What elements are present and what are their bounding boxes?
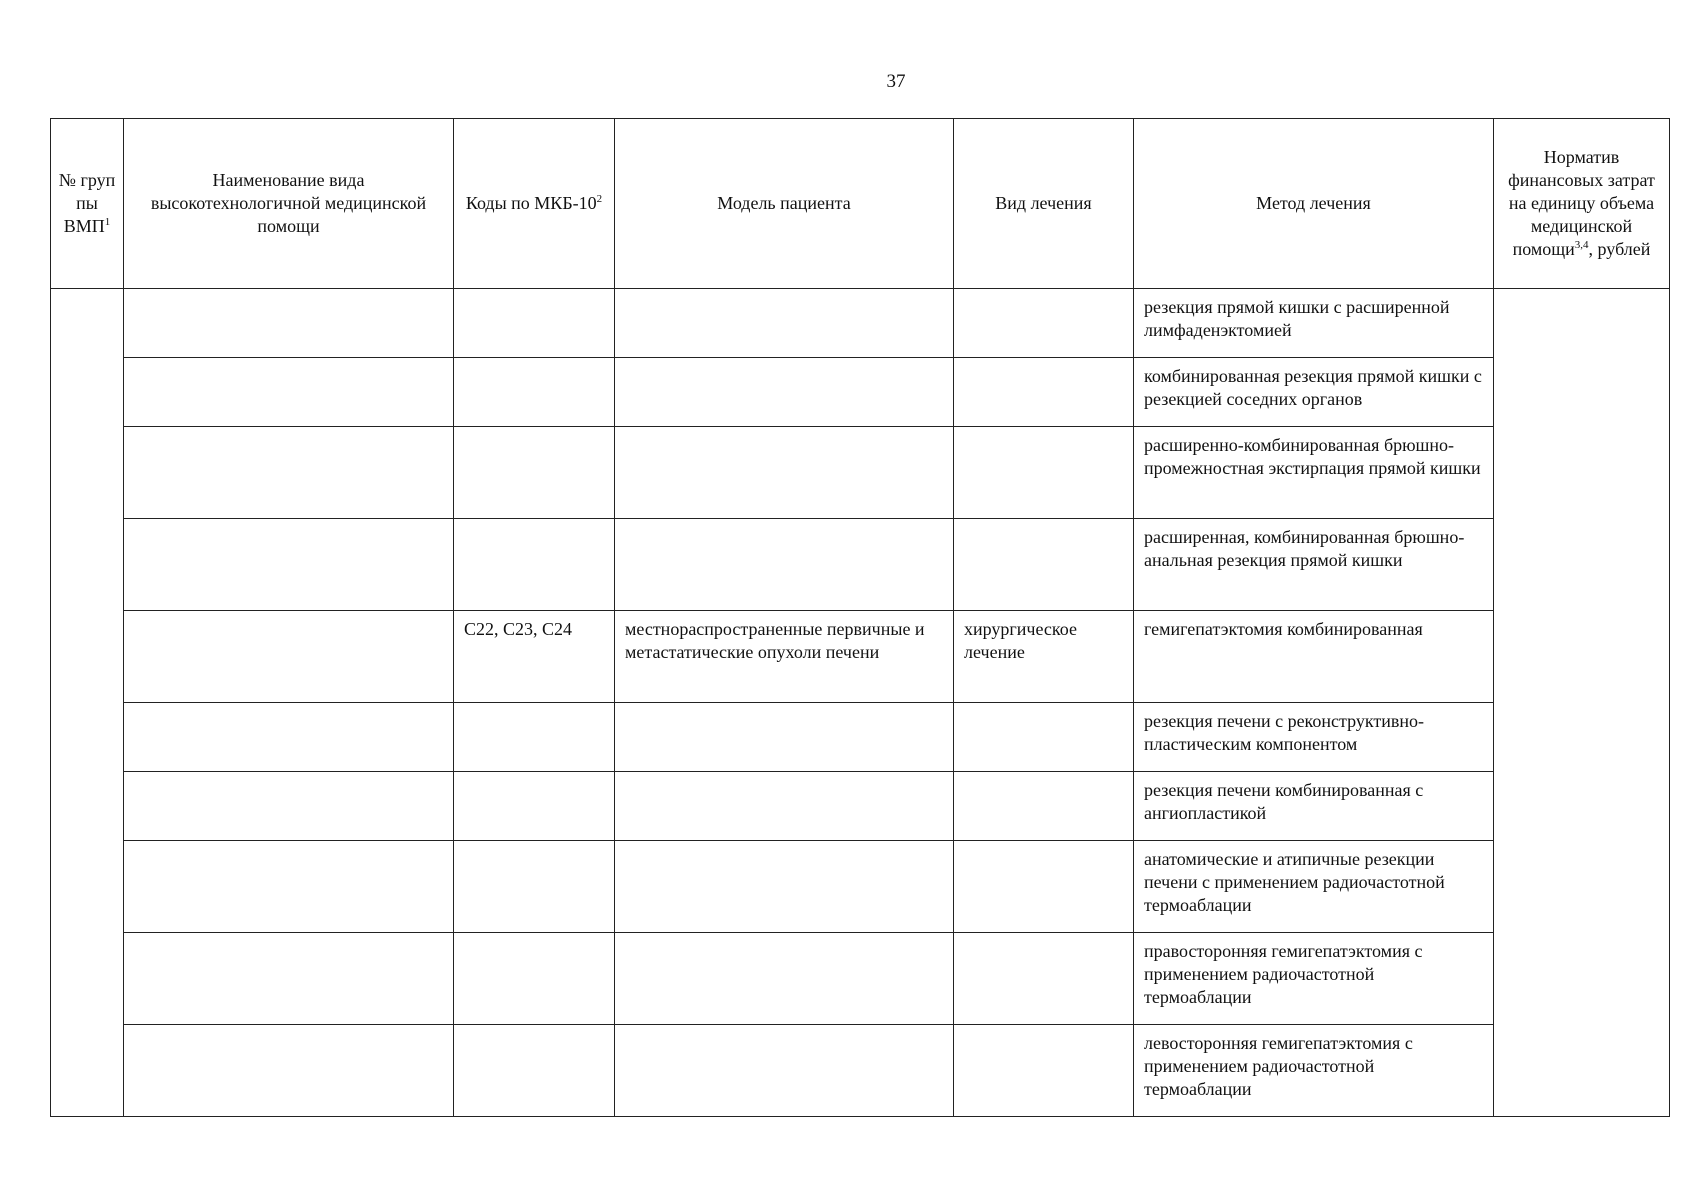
icd-codes-cell [454,358,615,427]
header-icd-codes: Коды по МКБ-$10^2$ [454,119,615,289]
care-name-cell [124,1025,454,1117]
care-name-cell [124,289,454,358]
table-row [51,358,1670,427]
treatment-type-cell [954,841,1134,933]
care-name-cell [124,358,454,427]
treatment-type-cell [954,772,1134,841]
care-name-cell [124,933,454,1025]
page-number: 37 [886,71,906,92]
icd-codes-cell [454,703,615,772]
table-row [51,289,1670,358]
treatment-method-cell: резекция печени с реконструктивно-пластическим компонентом [1134,703,1494,772]
treatment-type-cell [954,289,1134,358]
patient-model-cell [615,358,954,427]
icd-codes-cell [454,289,615,358]
icd-codes-cell: C22, C23, C24 [454,611,615,703]
treatment-type-cell: хирургическое лечение [954,611,1134,703]
patient-model-cell [615,703,954,772]
icd-codes-cell [454,933,615,1025]
patient-model-cell [615,772,954,841]
icd-codes-cell [454,841,615,933]
table-row [51,703,1670,772]
treatment-method-cell: гемигепатэктомия комбинированная [1134,611,1494,703]
patient-model-cell [615,289,954,358]
patient-model-cell [615,519,954,611]
patient-model-cell [615,1025,954,1117]
header-cost-norm: Норматив финансовых затрат на единицу объема медицинской помощи$^{3,4}$, рублей [1494,119,1670,289]
icd-codes-cell [454,427,615,519]
treatment-method-cell: анатомические и атипичные резекции печени с применением радиочастотной термоаблации [1134,841,1494,933]
patient-model-cell [615,427,954,519]
header-group-no: № груп пы ВМП$^1$ [51,119,124,289]
treatment-type-cell [954,933,1134,1025]
icd-codes-cell [454,519,615,611]
table-header-row [51,119,1670,289]
care-name-cell [124,772,454,841]
treatment-method-cell: расширенно-комбинированная брюшно-промежностная экстирпация прямой кишки [1134,427,1494,519]
table-row [51,841,1670,933]
treatment-method-cell: резекция прямой кишки с расширенной лимфаденэктомией [1134,289,1494,358]
treatment-method-cell: комбинированная резекция прямой кишки с резекцией соседних органов [1134,358,1494,427]
treatment-type-cell [954,427,1134,519]
table-row [51,772,1670,841]
header-treatment-type: Вид лечения [954,119,1134,289]
treatment-method-cell: расширенная, комбинированная брюшно-анальная резекция прямой кишки [1134,519,1494,611]
care-name-cell [124,703,454,772]
table-row [51,427,1670,519]
care-name-cell [124,427,454,519]
cost-norm-cell [1494,289,1670,1117]
icd-codes-cell [454,772,615,841]
header-care-name: Наименование вида высокотехнологичной медицинской помощи [124,119,454,289]
table-row [51,611,1670,703]
header-treatment-method: Метод лечения [1134,119,1494,289]
treatment-method-cell: правосторонняя гемигепатэктомия с применением радиочастотной термоаблации [1134,933,1494,1025]
icd-codes-cell [454,1025,615,1117]
treatment-method-cell: резекция печени комбинированная с ангиопластикой [1134,772,1494,841]
hightech-care-table [50,118,1670,1117]
care-name-cell [124,611,454,703]
patient-model-cell [615,933,954,1025]
treatment-type-cell [954,358,1134,427]
care-name-cell [124,519,454,611]
group-no-cell [51,289,124,1117]
treatment-type-cell [954,519,1134,611]
treatment-type-cell [954,703,1134,772]
treatment-type-cell [954,1025,1134,1117]
header-patient-model: Модель пациента [615,119,954,289]
patient-model-cell [615,841,954,933]
treatment-method-cell: левосторонняя гемигепатэктомия с применением радиочастотной термоаблации [1134,1025,1494,1117]
care-name-cell [124,841,454,933]
table-row [51,519,1670,611]
table-row [51,933,1670,1025]
table-row [51,1025,1670,1117]
patient-model-cell: местнораспространенные первичные и метастатические опухоли печени [615,611,954,703]
